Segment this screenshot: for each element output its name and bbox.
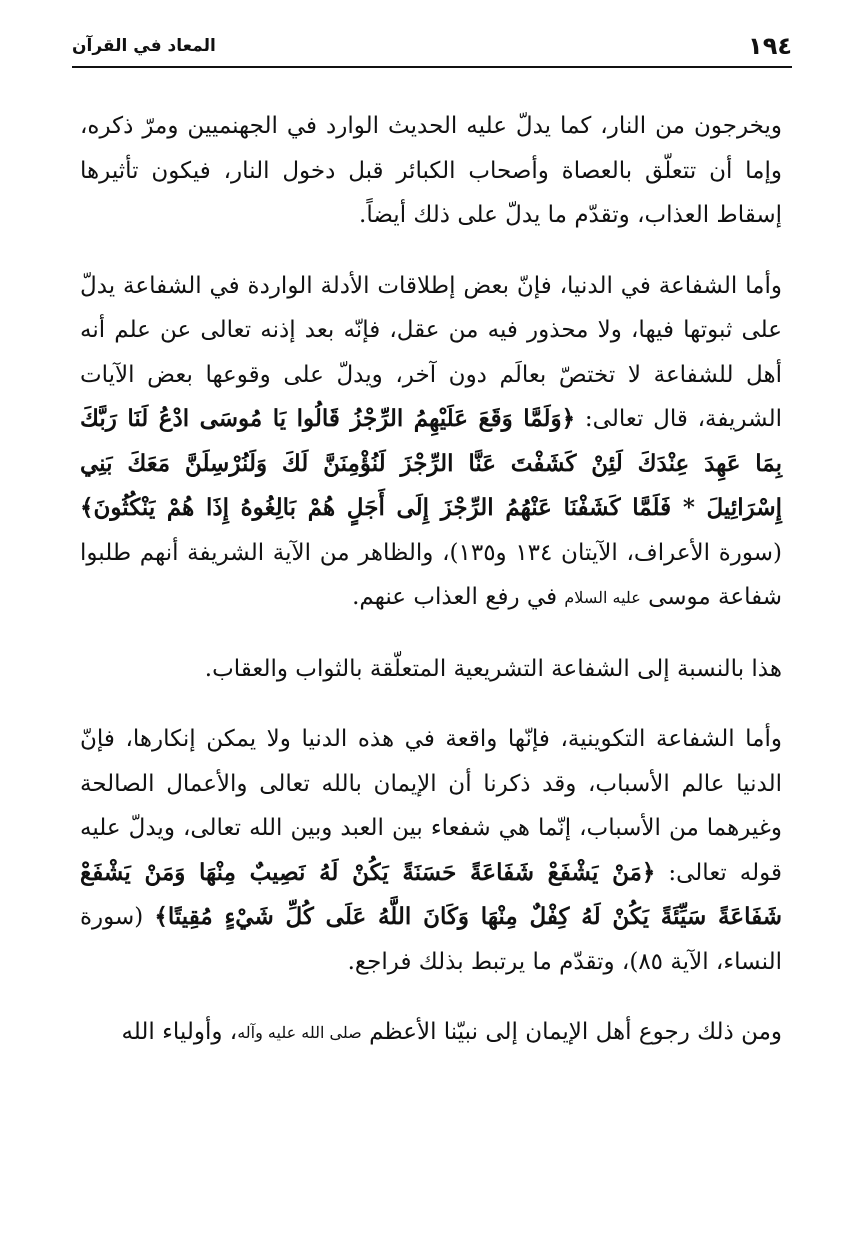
paragraph-text: ومن ذلك رجوع أهل الإيمان إلى نبيّنا الأعظم	[361, 1019, 782, 1045]
paragraph-4	[80, 717, 782, 984]
page-header	[72, 30, 792, 64]
honorific-symbol: عليه السلام	[564, 588, 641, 607]
paragraph-text: (سورة النساء، الآية ٨٥)، وتقدّم ما يرتبط بذلك فراجع.	[80, 904, 782, 975]
paragraph-text: وأما الشفاعة التكوينية، فإنّها واقعة في هذه الدنيا ولا يمكن إنكارها، فإنّ الدنيا عالم الأسباب، وقد ذكرنا أن الإيمان بالله تعالى والأعمال الصالحة وغيرهما من الأسباب، إنّما هي شفعاء بين العبد وبين الله تعالى، ويدلّ عليه قوله تعالى:	[80, 726, 782, 886]
paragraph-text: ، وأولياء الله	[121, 1019, 238, 1045]
quran-verse: ﴿مَنْ يَشْفَعْ شَفَاعَةً حَسَنَةً يَكُنْ لَهُ نَصِيبٌ مِنْهَا وَمَنْ يَشْفَعْ شَفَاعَةً سَيِّئَةً يَكُنْ لَهُ كِفْلٌ مِنْهَا وَكَانَ اللَّهُ عَلَى كُلِّ شَيْءٍ مُقِيتًا﴾	[80, 858, 782, 930]
header-rule	[72, 66, 792, 68]
running-title: المعاد في القرآن	[72, 36, 216, 56]
paragraph-text: (سورة الأعراف، الآيتان ١٣٤ و١٣٥)، والظاهر من الآية الشريفة أنهم طلبوا شفاعة موسى	[80, 539, 783, 610]
paragraph-3	[80, 647, 782, 692]
honorific-symbol: صلى الله عليه وآله	[237, 1023, 362, 1042]
paragraph-text: في رفع العذاب عنهم.	[352, 584, 565, 610]
paragraph-text: هذا بالنسبة إلى الشفاعة التشريعية المتعلّقة بالثواب والعقاب.	[204, 655, 782, 682]
paragraph-1	[80, 104, 782, 238]
quran-verse: ﴿وَلَمَّا وَقَعَ عَلَيْهِمُ الرِّجْزُ قَالُوا يَا مُوسَى ادْعُ لَنَا رَبَّكَ بِمَا عَهِدَ عِنْدَكَ لَئِنْ كَشَفْتَ عَنَّا الرِّجْزَ لَنُؤْمِنَنَّ لَكَ وَلَنُرْسِلَنَّ مَعَكَ بَنِي إِسْرَائِيلَ * فَلَمَّا كَشَفْنَا عَنْهُمُ الرِّجْزَ إِلَى أَجَلٍ هُمْ بَالِغُوهُ إِذَا هُمْ يَنْكُثُونَ﴾	[80, 405, 782, 521]
paragraph-text: وأما الشفاعة في الدنيا، فإنّ بعض إطلاقات الأدلة الواردة في الشفاعة يدلّ على ثبوتها فيها، ولا محذور فيه من عقل، فإنّه بعد إذنه تعالى عن علم أنه أهل للشفاعة لا تختصّ بعالَم دون آخر، ويدلّ على وقوعها بعض الآيات الشريفة، قال تعالى:	[80, 272, 782, 432]
page-number: ١٩٤	[748, 32, 792, 60]
paragraph-2	[80, 264, 782, 621]
paragraph-5	[80, 1010, 782, 1056]
body-text	[80, 104, 782, 1056]
paragraph-text: ويخرجون من النار، كما يدلّ عليه الحديث الوارد في الجهنميين ومرّ ذكره، وإما أن تتعلّق بالعصاة وأصحاب الكبائر قبل دخول النار، فيكون تأثيرها إسقاط العذاب، وتقدّم ما يدلّ على ذلك أيضاً.	[80, 113, 782, 228]
